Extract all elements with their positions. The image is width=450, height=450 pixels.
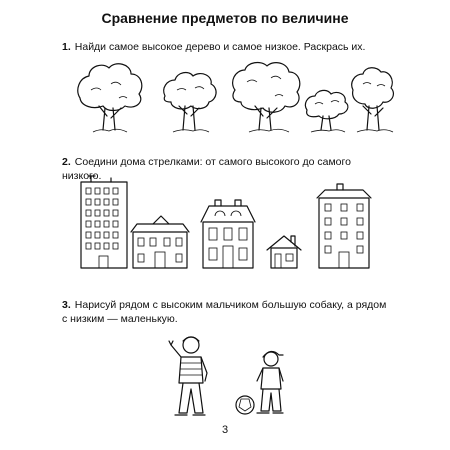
- task-2-number: 2.: [62, 156, 71, 168]
- short-boy-figure[interactable]: [257, 351, 283, 413]
- house-5-apartment[interactable]: [317, 184, 371, 268]
- house-2-low-building[interactable]: [131, 216, 189, 268]
- tree-2[interactable]: [164, 73, 216, 132]
- task-3-text: Нарисуй рядом с высоким мальчиком большую собаку, а рядом с низким — маленькую.: [62, 299, 387, 325]
- house-1-tall-tower[interactable]: [81, 176, 127, 268]
- tree-4[interactable]: [305, 90, 347, 132]
- house-4-small-cottage[interactable]: [267, 236, 301, 268]
- tree-3[interactable]: [233, 63, 300, 132]
- page-title: Сравнение предметов по величине: [101, 10, 349, 26]
- boys-illustration: [155, 335, 295, 420]
- houses-illustration: [75, 176, 385, 274]
- tree-1[interactable]: [78, 64, 142, 132]
- page-number: 3: [221, 424, 229, 436]
- task-1: [62, 40, 392, 54]
- house-3-mansion[interactable]: [201, 200, 255, 268]
- trees-illustration: [75, 60, 395, 138]
- task-3: [62, 298, 392, 326]
- tall-boy-figure[interactable]: [169, 337, 207, 415]
- task-3-number: 3.: [62, 299, 71, 311]
- task-1-number: 1.: [62, 41, 71, 53]
- task-1-text: Найди самое высокое дерево и самое низкое. Раскрась их.: [74, 41, 366, 53]
- soccer-ball[interactable]: [236, 396, 254, 414]
- tree-5[interactable]: [352, 68, 394, 132]
- task-2-text: Соедини дома стрелками: от самого высокого до самого низкого.: [62, 156, 351, 182]
